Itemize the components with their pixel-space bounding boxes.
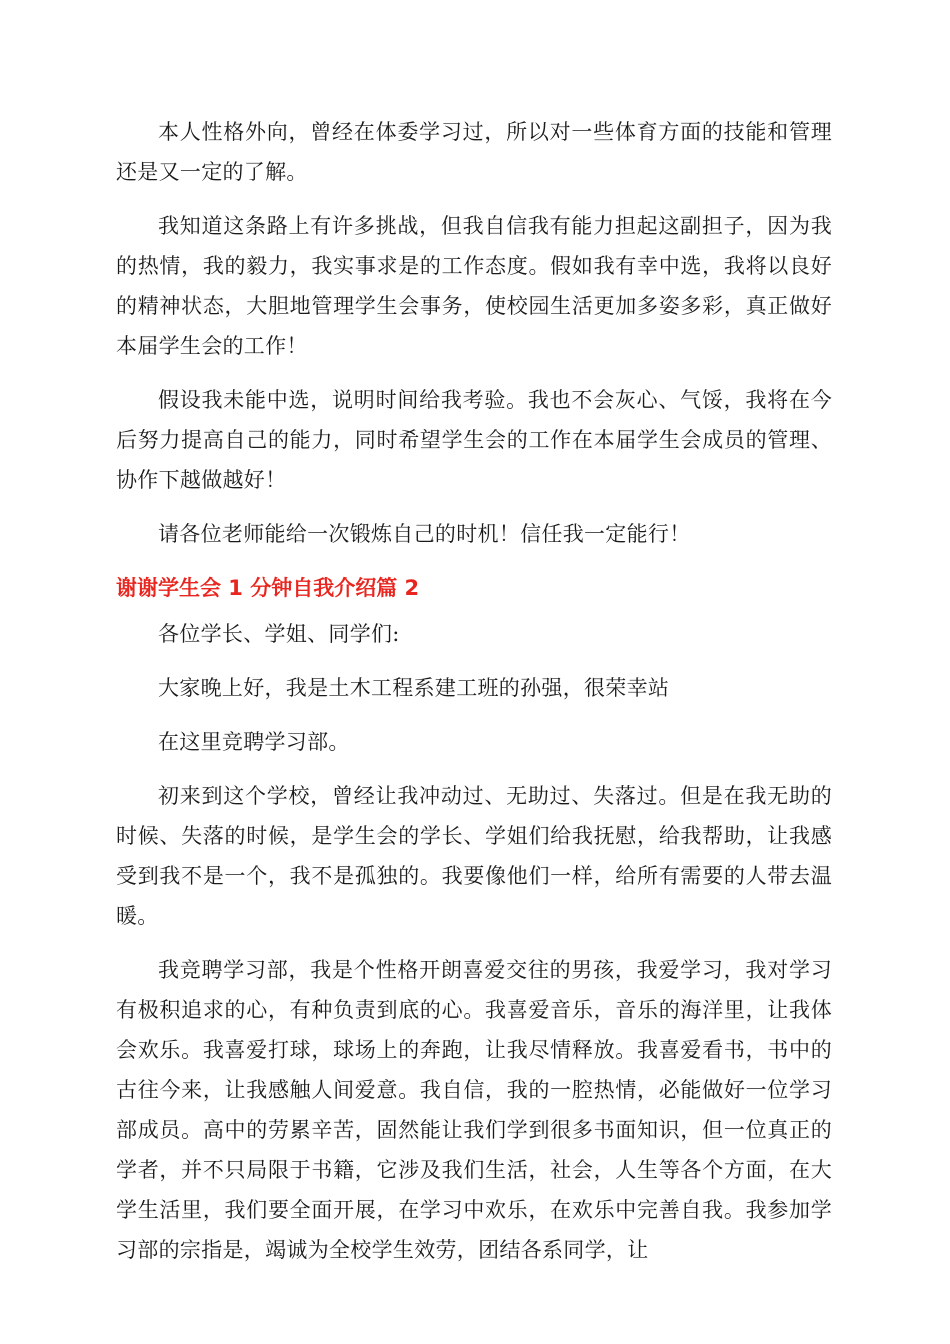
paragraph-campaign: 我竞聘学习部，我是个性格开朗喜爱交往的男孩，我爱学习，我对学习有极积追求的心，有种负责到底的心。我喜爱音乐，音乐的海洋里，让我体会欢乐。我喜爱打球，球场上的奔跑，让我尽情释放。我喜爱看书，书中的古往今来，让我感触人间爱意。我自信，我的一腔热情，必能做好一位学习部成员。高中的劳累辛苦，固然能让我们学到很多书面知识，但一位真正的学者，并不只局限于书籍，它涉及我们生活，社会，人生等各个方面，在大学生活里，我们要全面开展，在学习中欢乐，在欢乐中完善自我。我参加学习部的宗指是，竭诚为全校学生效劳，团结各系同学，让 xyxy=(116,958,832,1262)
paragraph-position: 在这里竞聘学习部。 xyxy=(158,730,350,754)
paragraph-greeting: 各位学长、学姐、同学们: xyxy=(158,622,400,646)
paragraph-first-arrival: 初来到这个学校，曾经让我冲动过、无助过、失落过。但是在我无助的时候、失落的时候，是学生会的学长、学姐们给我抚慰，给我帮助，让我感受到我不是一个，我不是孤独的。我要像他们一样，给所有需要的人带去温暖。 xyxy=(116,784,832,928)
paragraph-personality: 本人性格外向，曾经在体委学习过，所以对一些体育方面的技能和管理还是又一定的了解。 xyxy=(116,120,832,184)
paragraph-challenges: 我知道这条路上有许多挑战，但我自信我有能力担起这副担子，因为我的热情，我的毅力，我实事求是的工作态度。假如我有幸中选，我将以良好的精神状态，大胆地管理学生会事务，使校园生活更加多姿多彩，真正做好本届学生会的工作！ xyxy=(116,214,832,358)
section-heading: 谢谢学生会 1 分钟自我介绍篇 2 xyxy=(116,576,420,600)
paragraph-intro: 大家晚上好，我是土木工程系建工班的孙强，很荣幸站 xyxy=(158,676,670,700)
paragraph-request: 请各位老师能给一次锻炼自己的时机！信任我一定能行！ xyxy=(158,522,691,546)
document-body xyxy=(116,112,832,1284)
paragraph-if-not-elected: 假设我未能中选，说明时间给我考验。我也不会灰心、气馁，我将在今后努力提高自己的能力，同时希望学生会的工作在本届学生会成员的管理、协作下越做越好！ xyxy=(116,388,832,492)
